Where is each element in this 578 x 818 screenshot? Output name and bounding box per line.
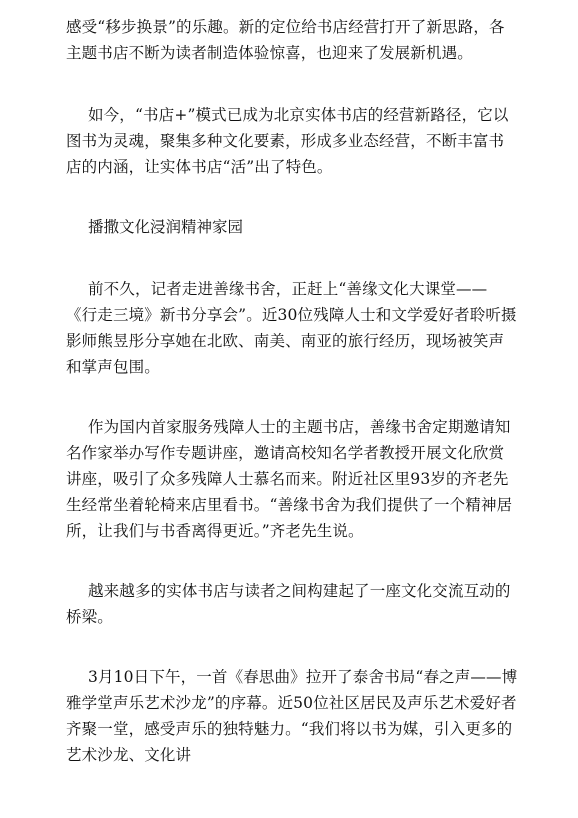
paragraph: 3月10日下午，一首《春思曲》拉开了泰舍书局“春之声——博雅学堂声乐艺术沙龙”的序幕。近50位社区居民及声乐艺术爱好者齐聚一堂，感受声乐的独特魅力。“我们将以书为媒，引入更多的艺术沙龙、文化讲 [66, 668, 518, 764]
paragraph: 如今，“书店+”模式已成为北京实体书店的经营新路径，它以图书为灵魂，聚集多种文化要素，形成多业态经营，不断丰富书店的内涵，让实体书店“活”出了特色。 [66, 106, 509, 176]
paragraph: 感受“移步换景”的乐趣。新的定位给书店经营打开了新思路，各主题书店不断为读者制造体验惊喜，也迎来了发展新机遇。 [66, 18, 505, 62]
paragraph: 作为国内首家服务残障人士的主题书店，善缘书舍定期邀请知名作家举办写作专题讲座，邀请高校知名学者教授开展文化欣赏讲座，吸引了众多残障人士慕名而来。附近社区里93岁的齐老先生经常坐着轮椅来店里看书。“善缘书舍为我们提供了一个精神居所，让我们与书香离得更近。”齐老先生说。 [66, 418, 513, 540]
paragraph: 前不久，记者走进善缘书舍，正赶上“善缘文化大课堂——《行走三境》新书分享会”。近30位残障人士和文学爱好者聆听摄影师熊昱彤分享她在北欧、南美、南亚的旅行经历，现场被笑声和掌声包围。 [66, 280, 517, 376]
section-heading: 播撒文化浸润精神家园 [88, 218, 244, 236]
paragraph: 越来越多的实体书店与读者之间构建起了一座文化交流互动的桥梁。 [66, 582, 511, 626]
article-body [66, 14, 518, 802]
